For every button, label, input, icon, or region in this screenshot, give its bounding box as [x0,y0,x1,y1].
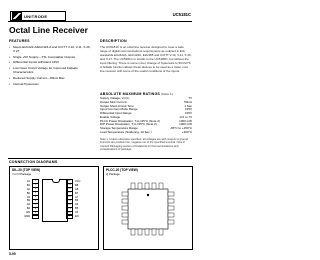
pin-number: 1 [32,179,39,184]
description-text: The UC5181C is an octal line receiver designed to meet a wide range of digital communications requirements as outlined in EIA standards EIA/422A, EIA/423A, EIA/485 and CCITT V.10, V.11, X.26, and X.27. The UC5181C is similar to the UC5180C, but without the input filtering. There is some minor change of hysteresis to 50mV/70 A failsafe function allows these devices to be used as a lower-cost line receiver with some of the useful conditions of the inputs. [100,45,192,73]
pin-number: 10 [32,214,39,219]
logo-icon [12,12,22,20]
amr-value: 50mA [184,99,192,104]
features-heading: FEATURES [9,39,30,43]
pin-number: 8 [32,207,39,212]
amr-param: Output Short-Circuit Time [100,103,134,108]
dip-pin [66,215,82,219]
pin-number: 13 [66,207,73,212]
plcc-chip-drawing [118,179,178,239]
pin-number: 20 [66,179,73,184]
part-number: UC5181C [172,12,191,17]
feature-item: • Differential Inputs withstand ±25V [9,60,93,64]
pin-name: B2 [26,191,30,195]
page-title: Octal Line Receiver [9,25,88,35]
section-rule [8,158,192,159]
amr-value: 1000 mW [179,118,192,123]
pin-name: A1 [26,180,30,183]
amr-value: -0.5 to 7V [178,114,192,119]
pin-name: A4 [26,203,30,207]
amr-note-ref: (Note 1) [161,92,173,96]
pin-name: B3 [26,199,30,203]
amr-value: +300°C [181,129,192,134]
pin-number: 6 [32,199,39,204]
feature-item: • Internal Hysteresis [9,82,93,86]
amr-value: ±25V [185,107,192,112]
feature-item: • Meets EIA/422-A/EIA/423-A and CCITT V.10, V.11, X.26, X.27 [9,45,93,53]
amr-param: Input Common Mode Range [100,107,138,112]
amr-value: 1000 mW [179,122,192,127]
pin-name: B6 [75,199,79,203]
pin-name: B8 [75,183,79,187]
pin-name: B4 [26,207,30,211]
amr-param: Output Sink Current [100,99,127,104]
pin-name: EN [26,211,30,215]
pin-name: A5 [75,211,79,215]
dip-chip-body [42,179,68,222]
pin-name: VCC [75,180,81,183]
plcc-label: PLCC-20 (TOP VIEW) [106,168,138,172]
dip-notch [52,179,60,183]
pin-name: A7 [75,195,79,199]
pin-name: EN [75,215,79,219]
pin-number: 5 [32,195,39,200]
pin-name: A3 [26,195,30,199]
amr-row [100,131,192,135]
pin-number: 14 [66,203,73,208]
pin-number: 19 [66,183,73,188]
pin-number: 9 [32,211,39,216]
pin-name: B1 [26,183,30,187]
pin-number: 17 [66,191,73,196]
feature-item: • Single +5V Supply—TTL Compatible Outputs [9,55,93,59]
description-heading: DESCRIPTION [100,39,127,43]
pin-number: 16 [66,195,73,200]
amr-table [100,97,192,135]
amr-param: Supply Voltage, V₍CC₎ [100,96,130,100]
amr-param: Lead Temperature (Soldering, 10 Sec.) [100,129,152,134]
features-list [9,45,93,87]
amr-value: -65°C to +150°C [170,126,192,130]
pin-name: A2 [26,187,30,191]
pin-name: B5 [75,207,79,211]
pin-number: 3 [32,187,39,192]
dip-label: DIL-20 (TOP VIEW) [12,168,41,172]
connection-heading: CONNECTION DIAGRAMS [9,160,58,164]
plcc-package: Q Package [106,172,120,176]
pin-name: A6 [75,203,79,207]
amr-heading-text: ABSOLUTE MAXIMUM RATINGS [100,92,161,96]
page-number: 5-90 [9,252,16,256]
unitrode-logo [10,11,66,21]
amr-param: Enable Voltage [100,114,121,119]
dip-left-pins [18,180,39,219]
pin-number: 18 [66,187,73,192]
pin-number: 4 [32,191,39,196]
header-rule [8,21,192,22]
pin-name: B7 [75,191,79,195]
dip-right-pins [66,180,82,219]
amr-note: Note 1: Unless otherwise specified, all voltages are with respect to ground. Currents are positive into, negative out of the specified terminal. Note 2: Consult Packaging section of Databook for thermal limitations and considerations of package. [100,138,189,152]
feature-item: • Low Open Circuit Voltage for Improved Failsafe Characteristics [9,66,93,74]
pin-number: 2 [32,183,39,188]
pin-number: 7 [32,203,39,208]
logo-text: UNITRODE [24,13,48,19]
amr-value: ±25V [185,111,192,115]
amr-param: DIP Power Dissipation, T₍A₎=25°C (Note 2) [100,122,157,127]
pin-number: 11 [66,214,73,219]
amr-param: Storage Temperature Range [100,126,138,130]
pin-name: GND [24,215,30,219]
amr-value: 1 Sec [184,103,192,108]
pin-name: A8 [75,187,79,191]
dip-diagram-box [9,166,99,250]
dip-pin [18,215,39,219]
amr-param: Differential Input Range [100,111,132,115]
pin-number: 15 [66,199,73,204]
dip-package: J or N Package [12,172,32,176]
pin-number: 12 [66,211,73,216]
amr-param: PLCC Power Dissipation, T₍A₎=25°C (Note 2) [100,118,160,123]
feature-item: • Reduced Supply Current—80mA Max [9,76,93,80]
plcc-diagram-box [103,166,193,250]
amr-value: 7V [188,96,192,100]
